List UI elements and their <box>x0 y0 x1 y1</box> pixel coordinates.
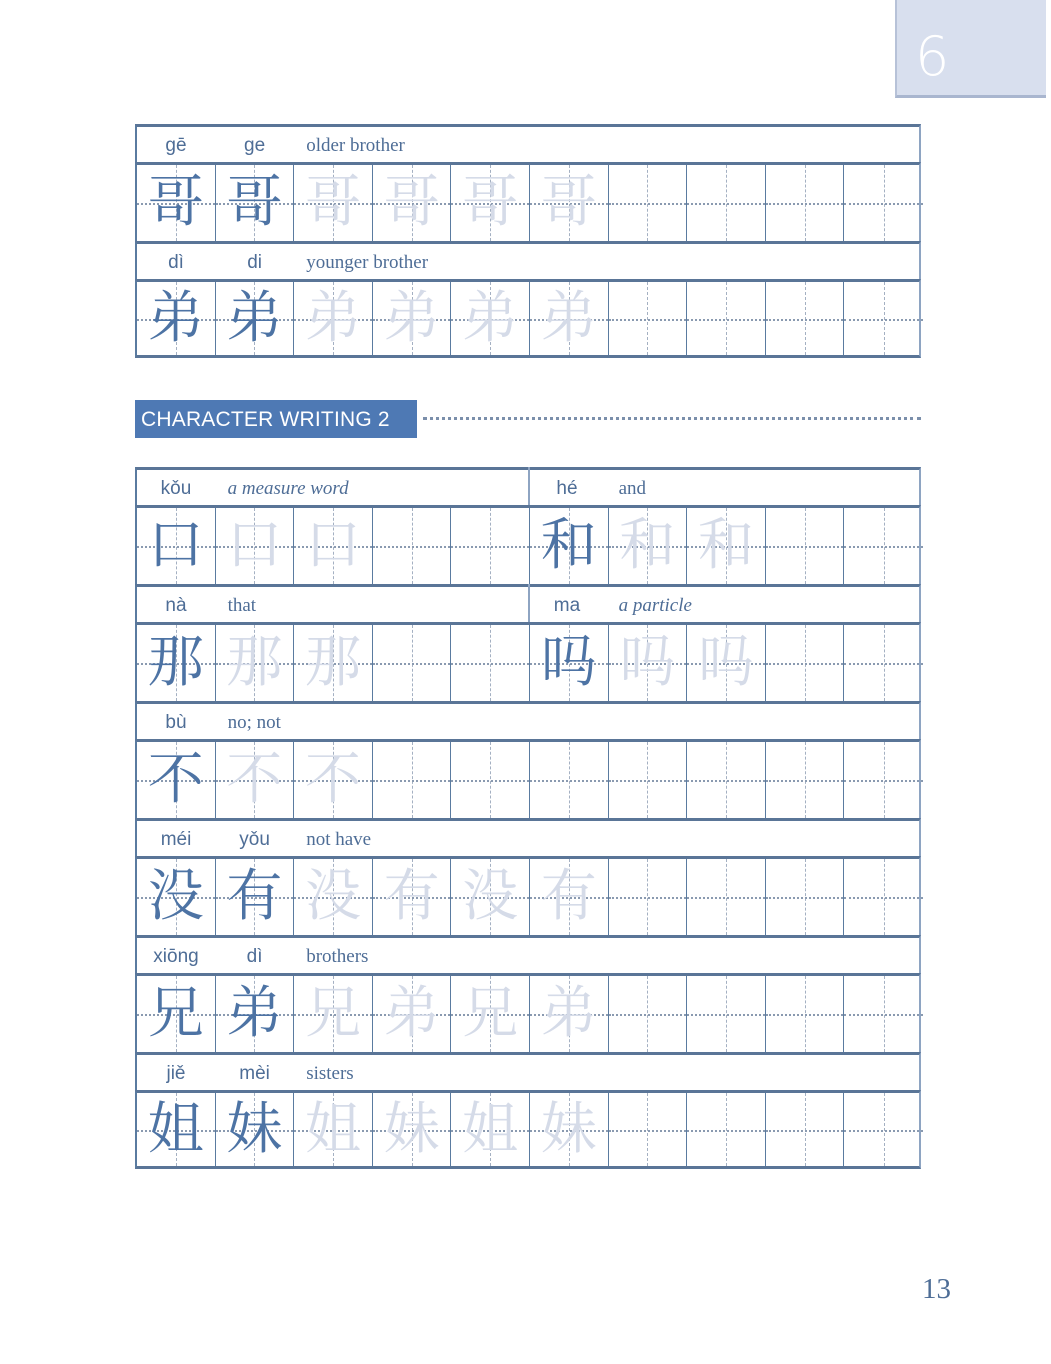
english-gloss: that <box>227 595 257 616</box>
horizontal-guide-line <box>766 546 844 548</box>
label-row <box>135 124 921 162</box>
writing-cell[interactable] <box>530 859 609 935</box>
half-divider <box>528 584 530 622</box>
heading-dotted-rule <box>423 417 921 420</box>
writing-cell[interactable] <box>216 625 295 701</box>
pinyin-label: ma <box>553 595 581 616</box>
writing-cell[interactable] <box>294 625 373 701</box>
horizontal-guide-line <box>766 319 844 321</box>
trace-character: 和 <box>697 513 754 578</box>
horizontal-guide-line <box>766 897 844 899</box>
pinyin-label: yǒu <box>239 829 270 850</box>
writing-cell[interactable] <box>766 165 845 241</box>
trace-character: 没 <box>462 864 519 929</box>
pinyin-label: xiōng <box>153 946 199 967</box>
writing-cell[interactable] <box>294 859 373 935</box>
label-row <box>135 467 921 505</box>
model-character: 没 <box>147 864 204 929</box>
horizontal-guide-line <box>373 546 451 548</box>
trace-character: 和 <box>619 513 676 578</box>
trace-character: 弟 <box>383 981 440 1046</box>
writing-cell[interactable] <box>609 976 688 1052</box>
horizontal-guide-line <box>766 663 844 665</box>
trace-character: 兄 <box>462 981 519 1046</box>
writing-cell[interactable] <box>451 1093 530 1166</box>
trace-character: 有 <box>383 864 440 929</box>
english-gloss: sisters <box>306 1063 354 1084</box>
trace-character: 口 <box>304 513 361 578</box>
label-row <box>135 818 921 856</box>
model-character: 兄 <box>147 981 204 1046</box>
horizontal-guide-line <box>844 203 923 205</box>
writing-cell[interactable] <box>530 1093 609 1166</box>
writing-cell[interactable] <box>451 508 530 584</box>
writing-cell[interactable] <box>451 625 530 701</box>
writing-cell[interactable] <box>137 859 216 935</box>
practice-grid-2 <box>135 467 921 1169</box>
writing-cell[interactable] <box>137 742 216 818</box>
trace-character: 那 <box>226 630 283 695</box>
character-row <box>135 622 921 701</box>
horizontal-guide-line <box>844 319 923 321</box>
english-gloss: older brother <box>306 135 405 156</box>
writing-cell[interactable] <box>373 165 452 241</box>
writing-cell[interactable] <box>609 508 688 584</box>
writing-cell[interactable] <box>216 976 295 1052</box>
label-row <box>135 241 921 279</box>
horizontal-guide-line <box>451 780 529 782</box>
label-row <box>135 701 921 739</box>
writing-cell[interactable] <box>294 508 373 584</box>
model-character: 弟 <box>226 285 283 351</box>
character-row <box>135 973 921 1052</box>
writing-cell[interactable] <box>530 282 609 355</box>
writing-cell[interactable] <box>609 625 688 701</box>
english-gloss: a measure word <box>227 478 349 499</box>
writing-cell[interactable] <box>530 976 609 1052</box>
writing-cell[interactable] <box>687 282 766 355</box>
writing-cell[interactable] <box>216 742 295 818</box>
writing-cell[interactable] <box>216 1093 295 1166</box>
writing-cell[interactable] <box>451 859 530 935</box>
horizontal-guide-line <box>451 663 529 665</box>
horizontal-guide-line <box>844 1130 923 1132</box>
writing-cell[interactable] <box>451 165 530 241</box>
horizontal-guide-line <box>687 203 765 205</box>
writing-cell[interactable] <box>766 976 845 1052</box>
writing-cell[interactable] <box>137 1093 216 1166</box>
writing-cell[interactable] <box>373 625 452 701</box>
label-row <box>135 935 921 973</box>
model-character: 有 <box>226 864 283 929</box>
pinyin-label: dì <box>246 946 263 967</box>
writing-cell[interactable] <box>137 625 216 701</box>
model-character: 哥 <box>147 170 204 235</box>
pinyin-label: jiě <box>166 1063 186 1084</box>
writing-cell[interactable] <box>216 859 295 935</box>
horizontal-guide-line <box>687 1130 765 1132</box>
writing-cell[interactable] <box>451 742 530 818</box>
pinyin-label: nà <box>165 595 187 616</box>
writing-cell[interactable] <box>844 742 923 818</box>
writing-cell[interactable] <box>216 508 295 584</box>
label-row <box>135 584 921 622</box>
model-character: 弟 <box>226 981 283 1046</box>
horizontal-guide-line <box>609 1014 687 1016</box>
horizontal-guide-line <box>687 780 765 782</box>
writing-cell[interactable] <box>373 282 452 355</box>
writing-cell[interactable] <box>294 976 373 1052</box>
trace-character: 姐 <box>304 1096 361 1162</box>
trace-character: 姐 <box>462 1096 519 1162</box>
writing-cell[interactable] <box>137 165 216 241</box>
writing-cell[interactable] <box>609 282 688 355</box>
writing-cell[interactable] <box>294 282 373 355</box>
horizontal-guide-line <box>373 663 451 665</box>
horizontal-guide-line <box>687 319 765 321</box>
english-gloss: no; not <box>227 712 281 733</box>
pinyin-label: méi <box>160 829 192 850</box>
trace-character: 兄 <box>304 981 361 1046</box>
trace-character: 弟 <box>462 285 519 351</box>
horizontal-guide-line <box>687 1014 765 1016</box>
writing-cell[interactable] <box>530 742 609 818</box>
character-row <box>135 505 921 584</box>
writing-cell[interactable] <box>844 859 923 935</box>
writing-cell[interactable] <box>137 976 216 1052</box>
horizontal-guide-line <box>451 546 529 548</box>
writing-cell[interactable] <box>844 976 923 1052</box>
writing-cell[interactable] <box>766 625 845 701</box>
trace-character: 哥 <box>383 170 440 235</box>
section-heading: CHARACTER WRITING 2 <box>135 400 417 438</box>
writing-cell[interactable] <box>294 1093 373 1166</box>
horizontal-guide-line <box>530 780 608 782</box>
horizontal-guide-line <box>609 319 687 321</box>
writing-cell[interactable] <box>609 1093 688 1166</box>
writing-cell[interactable] <box>294 742 373 818</box>
model-character: 那 <box>147 630 204 695</box>
writing-cell[interactable] <box>844 1093 923 1166</box>
writing-cell[interactable] <box>687 859 766 935</box>
english-gloss: younger brother <box>306 252 429 273</box>
writing-cell[interactable] <box>294 165 373 241</box>
model-character: 姐 <box>147 1096 204 1162</box>
writing-cell[interactable] <box>530 165 609 241</box>
horizontal-guide-line <box>373 780 451 782</box>
writing-cell[interactable] <box>451 282 530 355</box>
writing-cell[interactable] <box>844 508 923 584</box>
writing-cell[interactable] <box>844 282 923 355</box>
english-gloss: brothers <box>306 946 369 967</box>
model-character: 吗 <box>540 630 597 695</box>
writing-cell[interactable] <box>766 742 845 818</box>
character-row <box>135 856 921 935</box>
trace-character: 不 <box>226 747 283 812</box>
writing-cell[interactable] <box>530 508 609 584</box>
english-gloss: not have <box>306 829 372 850</box>
pinyin-label: dì <box>168 252 184 273</box>
writing-cell[interactable] <box>373 742 452 818</box>
practice-grid-1 <box>135 124 921 358</box>
horizontal-guide-line <box>766 203 844 205</box>
writing-cell[interactable] <box>687 508 766 584</box>
writing-cell[interactable] <box>766 1093 845 1166</box>
trace-character: 不 <box>304 747 361 812</box>
model-character: 和 <box>540 513 597 578</box>
trace-character: 弟 <box>540 285 597 351</box>
trace-character: 哥 <box>304 170 361 235</box>
writing-cell[interactable] <box>766 859 845 935</box>
trace-character: 哥 <box>540 170 597 235</box>
writing-cell[interactable] <box>687 625 766 701</box>
model-character: 不 <box>147 747 204 812</box>
writing-cell[interactable] <box>373 1093 452 1166</box>
writing-cell[interactable] <box>766 282 845 355</box>
pinyin-label: ge <box>244 135 266 156</box>
trace-character: 妹 <box>540 1096 597 1162</box>
writing-cell[interactable] <box>687 1093 766 1166</box>
writing-cell[interactable] <box>530 625 609 701</box>
trace-character: 弟 <box>540 981 597 1046</box>
writing-cell[interactable] <box>687 742 766 818</box>
writing-cell[interactable] <box>687 165 766 241</box>
horizontal-guide-line <box>844 780 923 782</box>
writing-cell[interactable] <box>451 976 530 1052</box>
horizontal-guide-line <box>844 897 923 899</box>
horizontal-guide-line <box>844 546 923 548</box>
character-row <box>135 1090 921 1169</box>
writing-cell[interactable] <box>844 165 923 241</box>
pinyin-label: gē <box>165 135 187 156</box>
horizontal-guide-line <box>766 1014 844 1016</box>
trace-character: 妹 <box>383 1096 440 1162</box>
model-character: 妹 <box>226 1096 283 1162</box>
writing-cell[interactable] <box>844 625 923 701</box>
label-row <box>135 1052 921 1090</box>
horizontal-guide-line <box>844 1014 923 1016</box>
character-row <box>135 162 921 241</box>
horizontal-guide-line <box>766 1130 844 1132</box>
writing-cell[interactable] <box>373 859 452 935</box>
trace-character: 吗 <box>619 630 676 695</box>
horizontal-guide-line <box>844 663 923 665</box>
writing-cell[interactable] <box>216 165 295 241</box>
trace-character: 吗 <box>697 630 754 695</box>
horizontal-guide-line <box>687 897 765 899</box>
trace-character: 没 <box>304 864 361 929</box>
pinyin-label: bù <box>165 712 187 733</box>
trace-character: 弟 <box>383 285 440 351</box>
pinyin-label: hé <box>556 478 578 499</box>
chapter-number: 6 <box>915 25 950 88</box>
model-character: 口 <box>147 513 204 578</box>
chapter-tab <box>895 0 1046 98</box>
writing-cell[interactable] <box>137 282 216 355</box>
english-gloss: a particle <box>618 595 692 616</box>
writing-cell[interactable] <box>609 859 688 935</box>
model-character: 弟 <box>147 285 204 351</box>
writing-cell[interactable] <box>687 976 766 1052</box>
trace-character: 口 <box>226 513 283 578</box>
trace-character: 哥 <box>462 170 519 235</box>
pinyin-label: mèi <box>239 1063 270 1084</box>
character-row <box>135 739 921 818</box>
writing-cell[interactable] <box>137 508 216 584</box>
model-character: 哥 <box>226 170 283 235</box>
character-row <box>135 279 921 358</box>
trace-character: 有 <box>540 864 597 929</box>
trace-character: 弟 <box>304 285 361 351</box>
writing-cell[interactable] <box>609 742 688 818</box>
horizontal-guide-line <box>609 897 687 899</box>
writing-cell[interactable] <box>766 508 845 584</box>
page-number: 13 <box>922 1273 951 1305</box>
horizontal-guide-line <box>766 780 844 782</box>
horizontal-guide-line <box>609 1130 687 1132</box>
writing-cell[interactable] <box>373 508 452 584</box>
writing-cell[interactable] <box>216 282 295 355</box>
english-gloss: and <box>618 478 647 499</box>
horizontal-guide-line <box>609 780 687 782</box>
writing-cell[interactable] <box>609 165 688 241</box>
horizontal-guide-line <box>609 203 687 205</box>
writing-cell[interactable] <box>373 976 452 1052</box>
half-divider <box>528 467 530 505</box>
pinyin-label: di <box>247 252 262 273</box>
pinyin-label: kǒu <box>160 478 192 499</box>
trace-character: 那 <box>304 630 361 695</box>
